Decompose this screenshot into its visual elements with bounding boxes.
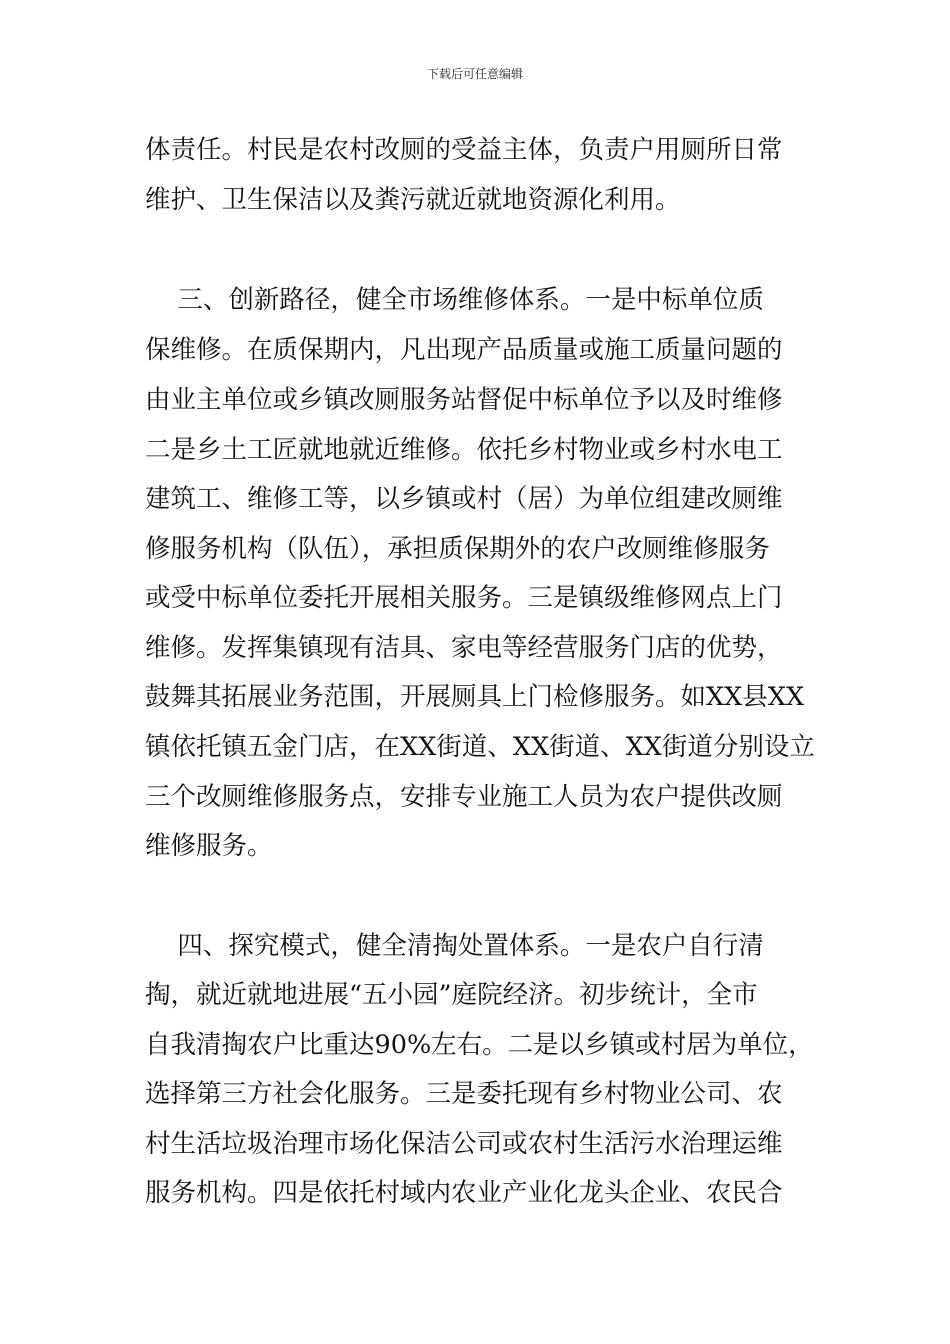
paragraph-3-line-4: 选择第三方社会化服务。三是委托现有乡村物业公司、农 <box>145 1079 783 1109</box>
paragraph-3-line-3: 自我清掏农户比重达90%左右。二是以乡镇或村居为单位， <box>145 1030 814 1060</box>
paragraph-3-line-5: 村生活垃圾治理市场化保洁公司或农村生活污水治理运维 <box>145 1129 783 1159</box>
paragraph-2-line-8: 维修。发挥集镇现有洁具、家电等经营服务门店的优势， <box>145 633 783 663</box>
paragraph-2-line-12: 维修服务。 <box>145 831 273 861</box>
paragraph-3-line-6: 服务机构。四是依托村域内农业产业化龙头企业、农民合 <box>145 1178 783 1208</box>
paragraph-2-line-5: 建筑工、维修工等，以乡镇或村（居）为单位组建改厕维 <box>145 484 783 514</box>
paragraph-3-line-1: 四、探究模式，健全清掏处置体系。一是农户自行清 <box>145 931 764 961</box>
paragraph-2-line-1: 三、创新路径，健全市场维修体系。一是中标单位质 <box>145 285 764 315</box>
paragraph-2-line-2: 保维修。在质保期内，凡出现产品质量或施工质量问题的 <box>145 335 783 365</box>
paragraph-3-line-2: 掏，就近就地进展“五小园”庭院经济。初步统计，全市 <box>145 980 758 1010</box>
paragraph-2-line-6: 修服务机构（队伍），承担质保期外的农户改厕维修服务 <box>145 534 770 564</box>
paragraph-2-line-4: 二是乡土工匠就地就近维修。依托乡村物业或乡村水电工 <box>145 435 783 465</box>
paragraph-2-line-10: 镇依托镇五金门店，在XX街道、XX街道、XX街道分别设立 <box>145 732 815 762</box>
paragraph-2-line-7: 或受中标单位委托开展相关服务。三是镇级维修网点上门 <box>145 583 783 613</box>
paragraph-2-line-11: 三个改厕维修服务点，安排专业施工人员为农户提供改厕 <box>145 782 783 812</box>
paragraph-1-line-2: 维护、卫生保洁以及粪污就近就地资源化利用。 <box>145 185 681 215</box>
paragraph-2-line-3: 由业主单位或乡镇改厕服务站督促中标单位予以及时维修 <box>145 385 783 415</box>
paragraph-1-line-1: 体责任。村民是农村改厕的受益主体，负责户用厕所日常 <box>145 135 783 165</box>
page-header: 下载后可任意编辑 <box>426 67 523 81</box>
paragraph-2-line-9: 鼓舞其拓展业务范围，开展厕具上门检修服务。如XX县XX <box>145 682 805 712</box>
